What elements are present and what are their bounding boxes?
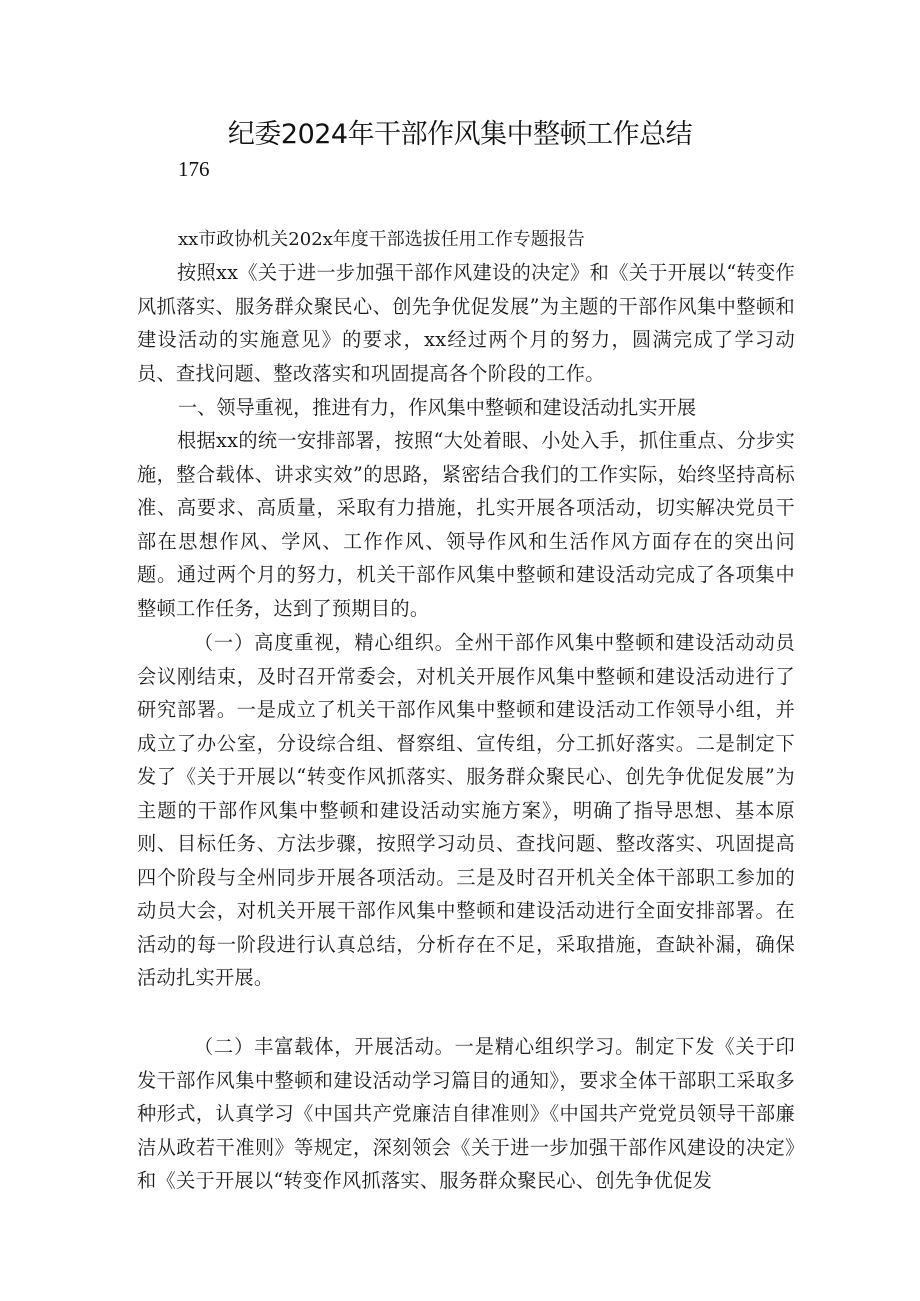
section-one-paragraph: 根据xx的统一安排部署，按照“大处着眼、小处入手，抓住重点、分步实施，整合载体、讲求实效”的思路，紧密结合我们的工作实际，始终坚持高标准、高要求、高质量，采取有力措施，扎实开展各项活动，切实解决党员干部在思想作风、学风、工作作风、领导作风和生活作风方面存在的突出问题。通过两个月的努力，机关干部作风集中整顿和建设活动完成了各项集中整顿工作任务，达到了预期目的。 bbox=[137, 429, 795, 620]
subsection-two-paragraph: （二）丰富载体，开展活动。一是精心组织学习。制定下发《关于印发干部作风集中整顿和建设活动学习篇目的通知》，要求全体干部职工采取多种形式，认真学习《中国共产党廉洁自律准则》《中国共产党党员领导干部廉洁从政若干准则》等规定，深刻领会《关于进一步加强干部作风建设的决定》和《关于开展以“转变作风抓落实、服务群众聚民心、创先争优促发 bbox=[137, 1035, 795, 1192]
document-title: 纪委2024年干部作风集中整顿工作总结 bbox=[227, 119, 693, 150]
section-heading-one: 一、领导重视，推进有力，作风集中整顿和建设活动扎实开展 bbox=[178, 396, 697, 419]
intro-paragraph: 按照xx《关于进一步加强干部作风建设的决定》和《关于开展以“转变作风抓落实、服务群众聚民心、创先争优促发展”为主题的干部作风集中整顿和建设活动的实施意见》的要求，xx经过两个月的努力，圆满完成了学习动员、查找问题、整改落实和巩固提高各个阶段的工作。 bbox=[137, 261, 795, 385]
report-subtitle: xx市政协机关202x年度干部选拔任用工作专题报告 bbox=[178, 229, 585, 250]
page-number: 176 bbox=[178, 157, 210, 181]
subsection-one-paragraph: （一）高度重视，精心组织。全州干部作风集中整顿和建设活动动员会议刚结束，及时召开常委会，对机关开展作风集中整顿和建设活动进行了研究部署。一是成立了机关干部作风集中整顿和建设活动工作领导小组，并成立了办公室，分设综合组、督察组、宣传组，分工抓好落实。二是制定下发了《关于开展以“转变作风抓落实、服务群众聚民心、创先争优促发展”为主题的干部作风集中整顿和建设活动实施方案》，明确了指导思想、基本原则、目标任务、方法步骤，按照学习动员、查找问题、整改落实、巩固提高四个阶段与全州同步开展各项活动。三是及时召开机关全体干部职工参加的动员大会，对机关开展干部作风集中整顿和建设活动进行全面安排部署。在活动的每一阶段进行认真总结，分析存在不足，采取措施，查缺补漏，确保活动扎实开展。 bbox=[137, 631, 795, 989]
